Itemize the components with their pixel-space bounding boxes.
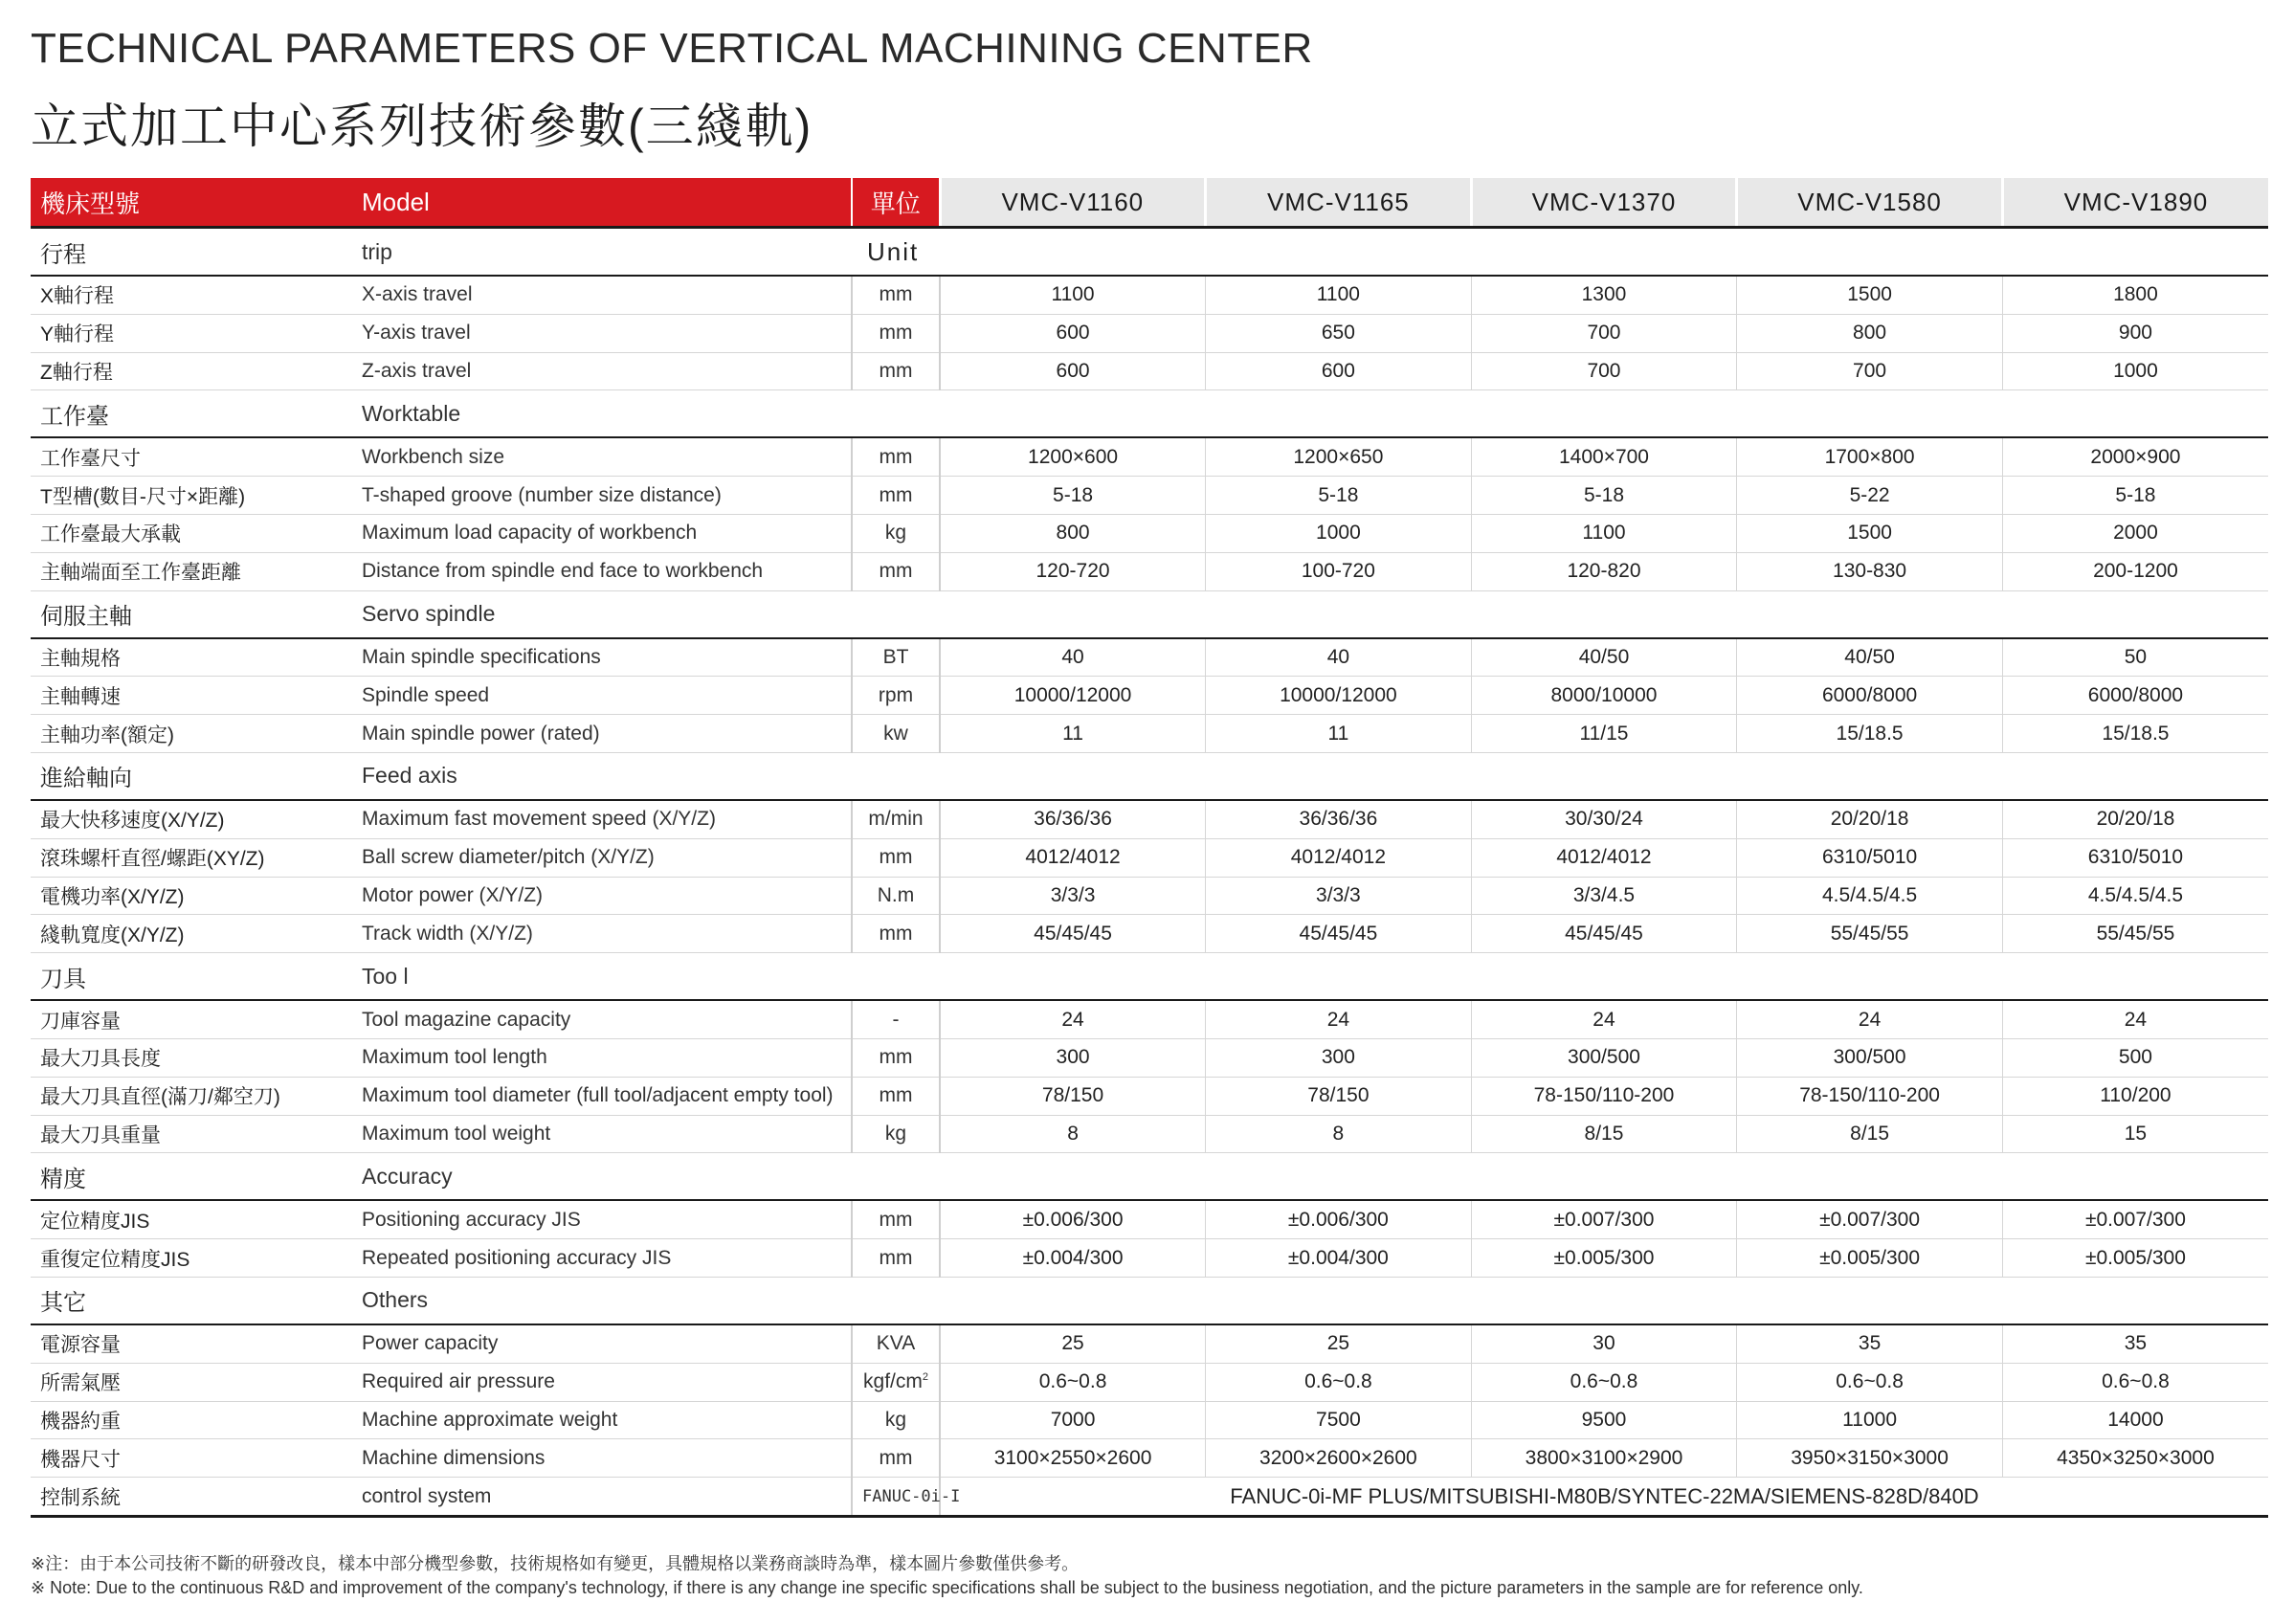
value-model-4: 1500 <box>1737 514 2003 552</box>
value-model-1: 300 <box>940 1038 1206 1077</box>
value-model-2: 600 <box>1206 352 1472 390</box>
value-model-4: 0.6~0.8 <box>1737 1363 2003 1401</box>
unit-text: mm <box>879 1208 913 1231</box>
value-model-1: 120-720 <box>940 552 1206 590</box>
value-model-3: ±0.005/300 <box>1471 1239 1737 1278</box>
param-unit <box>852 838 940 877</box>
value-model-4: 8/15 <box>1737 1115 2003 1153</box>
unit-text: kg <box>884 1408 907 1431</box>
unit-text: mm <box>879 322 913 345</box>
value-model-5: 4350×3250×3000 <box>2002 1439 2268 1478</box>
value-model-4: 800 <box>1737 314 2003 352</box>
param-name-en: Workbench size <box>352 437 852 476</box>
value-model-4: 6000/8000 <box>1737 677 2003 715</box>
value-model-1: 600 <box>940 352 1206 390</box>
table-row <box>31 638 2268 677</box>
param-unit <box>852 1401 940 1439</box>
param-name-en: Distance from spindle end face to workbench <box>352 552 852 590</box>
header-model-en: Model <box>352 178 852 228</box>
value-model-2: 4012/4012 <box>1206 838 1472 877</box>
value-model-4: 24 <box>1737 1000 2003 1038</box>
control-system-zh: 控制系統 <box>31 1478 352 1517</box>
unit-text: kgf/cm <box>863 1370 923 1393</box>
table-row <box>31 677 2268 715</box>
param-unit <box>852 1038 940 1077</box>
table-row <box>31 1363 2268 1401</box>
value-model-2: 0.6~0.8 <box>1206 1363 1472 1401</box>
param-unit <box>852 352 940 390</box>
value-model-1: 10000/12000 <box>940 677 1206 715</box>
value-model-5: 5-18 <box>2002 477 2268 515</box>
param-name-en: Z-axis travel <box>352 352 852 390</box>
section-spacer <box>852 1153 2268 1201</box>
table-row <box>31 877 2268 915</box>
unit-text: m/min <box>868 808 924 831</box>
value-model-3: 78-150/110-200 <box>1471 1077 1737 1115</box>
value-model-5: 1800 <box>2002 276 2268 314</box>
note-chinese: ※注：由于本公司技術不斷的研發改良，樣本中部分機型參數，技術規格如有變更，具體規格以業務商談時為準，樣本圖片參數僅供參考。 <box>31 1554 1080 1573</box>
value-model-5: 35 <box>2002 1324 2268 1363</box>
param-name-zh: 機器尺寸 <box>31 1439 352 1478</box>
value-model-2: 650 <box>1206 314 1472 352</box>
value-model-2: 1100 <box>1206 276 1472 314</box>
value-model-5: 1000 <box>2002 352 2268 390</box>
value-model-4: ±0.007/300 <box>1737 1200 2003 1238</box>
value-model-3: 700 <box>1471 314 1737 352</box>
value-model-4: 3950×3150×3000 <box>1737 1439 2003 1478</box>
header-unit: 單位 <box>852 178 940 228</box>
unit-text: mm <box>879 445 913 468</box>
param-name-en: Ball screw diameter/pitch (X/Y/Z) <box>352 838 852 877</box>
param-unit <box>852 800 940 838</box>
note-english: ※ Note: Due to the continuous R&D and improvement of the company's technology, if there is any change ine specific specifications shall be subject to the business negotiation, and the picture parameters in the sample are for reference only. <box>31 1578 1863 1597</box>
value-model-3: ±0.007/300 <box>1471 1200 1737 1238</box>
unit-text: mm <box>879 1446 913 1469</box>
param-unit <box>852 715 940 753</box>
value-model-2: 3/3/3 <box>1206 877 1472 915</box>
value-model-2: 100-720 <box>1206 552 1472 590</box>
param-unit <box>852 677 940 715</box>
section-header-row <box>31 1153 2268 1201</box>
value-model-1: 3/3/3 <box>940 877 1206 915</box>
table-row <box>31 715 2268 753</box>
unit-text: mm <box>879 359 913 382</box>
value-model-5: 6310/5010 <box>2002 838 2268 877</box>
param-name-en: Motor power (X/Y/Z) <box>352 877 852 915</box>
param-unit <box>852 638 940 677</box>
value-model-3: 120-820 <box>1471 552 1737 590</box>
value-model-2: 11 <box>1206 715 1472 753</box>
table-row <box>31 477 2268 515</box>
value-model-4: 6310/5010 <box>1737 838 2003 877</box>
unit-text: kg <box>884 1122 907 1145</box>
param-name-en: Required air pressure <box>352 1363 852 1401</box>
section-spacer <box>852 1277 2268 1324</box>
header-model-2: VMC-V1165 <box>1206 178 1472 228</box>
unit-text: KVA <box>876 1332 916 1355</box>
param-name-en: Main spindle specifications <box>352 638 852 677</box>
value-model-5: ±0.005/300 <box>2002 1239 2268 1278</box>
table-row <box>31 1077 2268 1115</box>
value-model-1: 3100×2550×2600 <box>940 1439 1206 1478</box>
section-title-zh: 其它 <box>31 1277 352 1324</box>
value-model-5: 20/20/18 <box>2002 800 2268 838</box>
section-title-en: Accuracy <box>352 1153 852 1201</box>
table-header-row <box>31 178 2268 228</box>
value-model-2: 36/36/36 <box>1206 800 1472 838</box>
param-name-zh: 工作臺最大承載 <box>31 514 352 552</box>
value-model-5: 15 <box>2002 1115 2268 1153</box>
param-name-en: Machine dimensions <box>352 1439 852 1478</box>
value-model-5: ±0.007/300 <box>2002 1200 2268 1238</box>
value-model-3: 8000/10000 <box>1471 677 1737 715</box>
value-model-3: 0.6~0.8 <box>1471 1363 1737 1401</box>
value-model-4: 4.5/4.5/4.5 <box>1737 877 2003 915</box>
value-model-5: 500 <box>2002 1038 2268 1077</box>
section-spacer <box>852 752 2268 800</box>
value-model-5: 55/45/55 <box>2002 915 2268 953</box>
value-model-3: 30 <box>1471 1324 1737 1363</box>
table-row <box>31 437 2268 476</box>
value-model-3: 1300 <box>1471 276 1737 314</box>
table-row <box>31 1401 2268 1439</box>
param-name-zh: 工作臺尺寸 <box>31 437 352 476</box>
value-model-3: 9500 <box>1471 1401 1737 1439</box>
table-row <box>31 1439 2268 1478</box>
value-model-2: 40 <box>1206 638 1472 677</box>
param-name-en: X-axis travel <box>352 276 852 314</box>
param-unit <box>852 514 940 552</box>
section-header-row <box>31 752 2268 800</box>
value-model-4: 55/45/55 <box>1737 915 2003 953</box>
header-model-5: VMC-V1890 <box>2002 178 2268 228</box>
param-unit <box>852 1239 940 1278</box>
value-model-5: 24 <box>2002 1000 2268 1038</box>
value-model-5: 15/18.5 <box>2002 715 2268 753</box>
table-row <box>31 1200 2268 1238</box>
section-header-row <box>31 590 2268 638</box>
param-name-en: Tool magazine capacity <box>352 1000 852 1038</box>
value-model-3: 24 <box>1471 1000 1737 1038</box>
table-row <box>31 800 2268 838</box>
section-header-row <box>31 1277 2268 1324</box>
value-model-1: 5-18 <box>940 477 1206 515</box>
value-model-1: 78/150 <box>940 1077 1206 1115</box>
param-name-en: Maximum tool length <box>352 1038 852 1077</box>
param-name-en: Positioning accuracy JIS <box>352 1200 852 1238</box>
section-spacer <box>852 590 2268 638</box>
value-model-5: 900 <box>2002 314 2268 352</box>
param-name-zh: 滾珠螺杆直徑/螺距(XY/Z) <box>31 838 352 877</box>
value-model-5: 4.5/4.5/4.5 <box>2002 877 2268 915</box>
header-model-zh: 機床型號 <box>31 178 352 228</box>
param-unit <box>852 877 940 915</box>
table-row <box>31 1115 2268 1153</box>
value-model-1: 36/36/36 <box>940 800 1206 838</box>
control-system-en: control system <box>352 1478 852 1517</box>
param-unit <box>852 1200 940 1238</box>
section-title-en: Servo spindle <box>352 590 852 638</box>
value-model-2: 1000 <box>1206 514 1472 552</box>
section-title-en: Too l <box>352 953 852 1001</box>
value-model-1: 8 <box>940 1115 1206 1153</box>
title-chinese: 立式加工中心系列技術參數(三綫軌) <box>31 100 813 153</box>
value-model-1: ±0.004/300 <box>940 1239 1206 1278</box>
header-model-4: VMC-V1580 <box>1737 178 2003 228</box>
param-name-zh: 主軸功率(額定) <box>31 715 352 753</box>
header-model-3: VMC-V1370 <box>1471 178 1737 228</box>
value-model-4: 78-150/110-200 <box>1737 1077 2003 1115</box>
section-title-en: trip <box>352 228 852 277</box>
title-english: TECHNICAL PARAMETERS OF VERTICAL MACHINING CENTER <box>31 25 1313 72</box>
table-row <box>31 838 2268 877</box>
param-unit <box>852 276 940 314</box>
value-model-2: ±0.006/300 <box>1206 1200 1472 1238</box>
section-header-row <box>31 390 2268 438</box>
unit-text: rpm <box>878 683 914 706</box>
value-model-3: 300/500 <box>1471 1038 1737 1077</box>
value-model-5: 2000 <box>2002 514 2268 552</box>
param-name-en: Maximum load capacity of workbench <box>352 514 852 552</box>
unit-text: - <box>892 1008 900 1031</box>
section-title-zh: 工作臺 <box>31 390 352 438</box>
param-name-en: Maximum tool diameter (full tool/adjacent empty tool) <box>352 1077 852 1115</box>
value-model-3: 4012/4012 <box>1471 838 1737 877</box>
value-model-5: 0.6~0.8 <box>2002 1363 2268 1401</box>
value-model-2: 45/45/45 <box>1206 915 1472 953</box>
control-system-row <box>31 1478 2268 1517</box>
param-name-zh: 最大刀具重量 <box>31 1115 352 1153</box>
value-model-3: 1400×700 <box>1471 437 1737 476</box>
value-model-4: 300/500 <box>1737 1038 2003 1077</box>
section-title-zh: 進給軸向 <box>31 752 352 800</box>
param-name-zh: 綫軌寬度(X/Y/Z) <box>31 915 352 953</box>
param-unit <box>852 477 940 515</box>
param-name-en: Maximum fast movement speed (X/Y/Z) <box>352 800 852 838</box>
section-spacer <box>852 953 2268 1001</box>
param-name-zh: X軸行程 <box>31 276 352 314</box>
param-unit <box>852 552 940 590</box>
unit-text: mm <box>879 560 913 583</box>
table-row <box>31 352 2268 390</box>
value-model-3: 30/30/24 <box>1471 800 1737 838</box>
value-model-1: 7000 <box>940 1401 1206 1439</box>
table-row <box>31 1038 2268 1077</box>
value-model-3: 8/15 <box>1471 1115 1737 1153</box>
param-name-zh: 定位精度JIS <box>31 1200 352 1238</box>
header-model-1: VMC-V1160 <box>940 178 1206 228</box>
param-name-en: Track width (X/Y/Z) <box>352 915 852 953</box>
section-title-zh: 刀具 <box>31 953 352 1001</box>
param-name-zh: 最大快移速度(X/Y/Z) <box>31 800 352 838</box>
value-model-1: 4012/4012 <box>940 838 1206 877</box>
value-model-3: 3800×3100×2900 <box>1471 1439 1737 1478</box>
value-model-1: 45/45/45 <box>940 915 1206 953</box>
value-model-5: 50 <box>2002 638 2268 677</box>
value-model-5: 14000 <box>2002 1401 2268 1439</box>
value-model-1: 1200×600 <box>940 437 1206 476</box>
param-name-zh: 主軸轉速 <box>31 677 352 715</box>
value-model-1: ±0.006/300 <box>940 1200 1206 1238</box>
value-model-3: 40/50 <box>1471 638 1737 677</box>
param-name-en: Repeated positioning accuracy JIS <box>352 1239 852 1278</box>
unit-text: mm <box>879 1246 913 1269</box>
value-model-2: 8 <box>1206 1115 1472 1153</box>
table-row <box>31 1000 2268 1038</box>
param-name-en: Y-axis travel <box>352 314 852 352</box>
param-name-zh: 電機功率(X/Y/Z) <box>31 877 352 915</box>
param-name-zh: 刀庫容量 <box>31 1000 352 1038</box>
param-unit <box>852 1077 940 1115</box>
section-header-row <box>31 953 2268 1001</box>
table-row <box>31 276 2268 314</box>
section-title-zh: 行程 <box>31 228 352 277</box>
value-model-3: 1100 <box>1471 514 1737 552</box>
param-name-zh: 最大刀具直徑(滿刀/鄰空刀) <box>31 1077 352 1115</box>
param-unit <box>852 314 940 352</box>
value-model-4: 20/20/18 <box>1737 800 2003 838</box>
param-name-zh: 所需氣壓 <box>31 1363 352 1401</box>
value-model-5: 6000/8000 <box>2002 677 2268 715</box>
param-name-en: Spindle speed <box>352 677 852 715</box>
control-system-value: FANUC-0i-MF PLUS/MITSUBISHI-M80B/SYNTEC-22MA/SIEMENS-828D/840D <box>940 1478 2268 1517</box>
unit-superscript: 2 <box>922 1371 928 1384</box>
param-unit <box>852 1363 940 1401</box>
param-name-zh: 重復定位精度JIS <box>31 1239 352 1278</box>
unit-text: mm <box>879 922 913 945</box>
unit-text: mm <box>879 1046 913 1069</box>
value-model-5: 2000×900 <box>2002 437 2268 476</box>
table-row <box>31 314 2268 352</box>
value-model-2: 3200×2600×2600 <box>1206 1439 1472 1478</box>
value-model-4: 1500 <box>1737 276 2003 314</box>
section-title-en: Feed axis <box>352 752 852 800</box>
unit-text: mm <box>879 283 913 306</box>
param-name-zh: 電源容量 <box>31 1324 352 1363</box>
value-model-4: 700 <box>1737 352 2003 390</box>
value-model-3: 700 <box>1471 352 1737 390</box>
spec-table <box>31 178 2268 1518</box>
control-system-unit: FANUC-0i-I <box>852 1478 940 1517</box>
value-model-4: 130-830 <box>1737 552 2003 590</box>
param-unit <box>852 437 940 476</box>
param-unit <box>852 1000 940 1038</box>
param-name-zh: Z軸行程 <box>31 352 352 390</box>
value-model-3: 45/45/45 <box>1471 915 1737 953</box>
value-model-2: 24 <box>1206 1000 1472 1038</box>
param-name-en: T-shaped groove (number size distance) <box>352 477 852 515</box>
unit-text: mm <box>879 846 913 869</box>
value-model-4: 35 <box>1737 1324 2003 1363</box>
value-model-1: 25 <box>940 1324 1206 1363</box>
section-header-row <box>31 228 2268 277</box>
param-name-zh: 最大刀具長度 <box>31 1038 352 1077</box>
value-model-2: ±0.004/300 <box>1206 1239 1472 1278</box>
value-model-1: 1100 <box>940 276 1206 314</box>
value-model-5: 200-1200 <box>2002 552 2268 590</box>
table-row <box>31 915 2268 953</box>
section-title-zh: 伺服主軸 <box>31 590 352 638</box>
table-row <box>31 1239 2268 1278</box>
section-spacer <box>852 390 2268 438</box>
param-unit <box>852 1439 940 1478</box>
value-model-2: 1200×650 <box>1206 437 1472 476</box>
value-model-1: 800 <box>940 514 1206 552</box>
unit-text: mm <box>879 483 913 506</box>
unit-text: kg <box>884 522 907 545</box>
table-row <box>31 514 2268 552</box>
param-unit <box>852 915 940 953</box>
param-name-en: Main spindle power (rated) <box>352 715 852 753</box>
value-model-4: 11000 <box>1737 1401 2003 1439</box>
value-model-2: 7500 <box>1206 1401 1472 1439</box>
unit-label: Unit <box>852 228 2268 277</box>
value-model-4: ±0.005/300 <box>1737 1239 2003 1278</box>
value-model-4: 15/18.5 <box>1737 715 2003 753</box>
param-name-zh: Y軸行程 <box>31 314 352 352</box>
value-model-2: 78/150 <box>1206 1077 1472 1115</box>
value-model-4: 5-22 <box>1737 477 2003 515</box>
param-unit <box>852 1324 940 1363</box>
section-title-en: Worktable <box>352 390 852 438</box>
value-model-3: 5-18 <box>1471 477 1737 515</box>
unit-text: N.m <box>877 883 915 906</box>
param-name-en: Power capacity <box>352 1324 852 1363</box>
param-name-zh: 機器約重 <box>31 1401 352 1439</box>
value-model-4: 1700×800 <box>1737 437 2003 476</box>
value-model-2: 300 <box>1206 1038 1472 1077</box>
table-row <box>31 552 2268 590</box>
param-name-zh: 主軸規格 <box>31 638 352 677</box>
table-row <box>31 1324 2268 1363</box>
value-model-2: 25 <box>1206 1324 1472 1363</box>
value-model-1: 600 <box>940 314 1206 352</box>
param-unit <box>852 1115 940 1153</box>
param-name-zh: 主軸端面至工作臺距離 <box>31 552 352 590</box>
value-model-1: 0.6~0.8 <box>940 1363 1206 1401</box>
unit-text: BT <box>882 645 909 668</box>
param-name-en: Machine approximate weight <box>352 1401 852 1439</box>
value-model-4: 40/50 <box>1737 638 2003 677</box>
value-model-1: 11 <box>940 715 1206 753</box>
section-title-en: Others <box>352 1277 852 1324</box>
value-model-1: 24 <box>940 1000 1206 1038</box>
value-model-2: 10000/12000 <box>1206 677 1472 715</box>
spec-table-body <box>31 178 2268 1516</box>
value-model-3: 3/3/4.5 <box>1471 877 1737 915</box>
value-model-2: 5-18 <box>1206 477 1472 515</box>
param-name-en: Maximum tool weight <box>352 1115 852 1153</box>
value-model-1: 40 <box>940 638 1206 677</box>
unit-text: mm <box>879 1084 913 1107</box>
value-model-5: 110/200 <box>2002 1077 2268 1115</box>
unit-text: kw <box>883 722 908 745</box>
section-title-zh: 精度 <box>31 1153 352 1201</box>
value-model-3: 11/15 <box>1471 715 1737 753</box>
param-name-zh: T型槽(數目-尺寸×距離) <box>31 477 352 515</box>
